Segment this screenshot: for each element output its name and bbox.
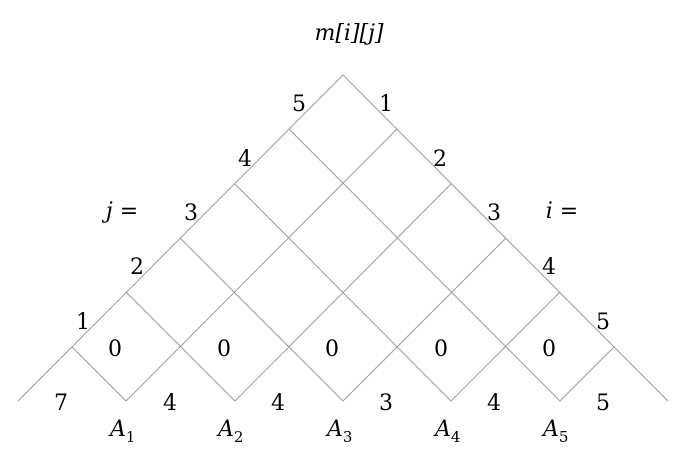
cell-value: 0 — [542, 337, 556, 362]
grid-line-i3 — [343, 238, 506, 401]
grid-line-i1 — [126, 129, 397, 401]
grid-line-j3 — [180, 238, 343, 401]
i-index: 4 — [542, 255, 556, 280]
matrix-labels — [108, 417, 568, 446]
i-index: 2 — [433, 147, 447, 172]
j-index: 4 — [238, 147, 252, 172]
dimension-value: 5 — [596, 391, 610, 416]
dimension-value: 7 — [54, 391, 68, 416]
cell-value: 0 — [325, 337, 339, 362]
i-index: 5 — [596, 310, 610, 335]
j-index: 5 — [292, 92, 306, 117]
j-index: 3 — [184, 201, 198, 226]
i-index: 1 — [379, 92, 393, 117]
matrix-label: $A_1$ — [110, 417, 136, 446]
j-axis-label: j = — [105, 199, 139, 224]
cell-value: 0 — [217, 337, 231, 362]
dimension-value: 4 — [271, 391, 285, 416]
j-index: 1 — [76, 310, 90, 335]
matrix-label: $A_3$ — [327, 417, 353, 446]
j-index: 2 — [130, 255, 144, 280]
matrix-label: $A_2$ — [218, 417, 244, 446]
dimension-labels — [54, 391, 610, 416]
cell-value: 0 — [434, 337, 448, 362]
i-axis-label: i = — [545, 199, 579, 224]
dimension-value: 4 — [163, 391, 177, 416]
matrix-label: $A_4$ — [435, 417, 461, 446]
i-index: 3 — [487, 201, 501, 226]
cell-value: 0 — [108, 337, 122, 362]
matrix-label: $A_5$ — [543, 417, 569, 446]
dimension-value: 3 — [379, 391, 393, 416]
table-title: m[i][j] — [314, 21, 384, 46]
dimension-value: 4 — [487, 391, 501, 416]
